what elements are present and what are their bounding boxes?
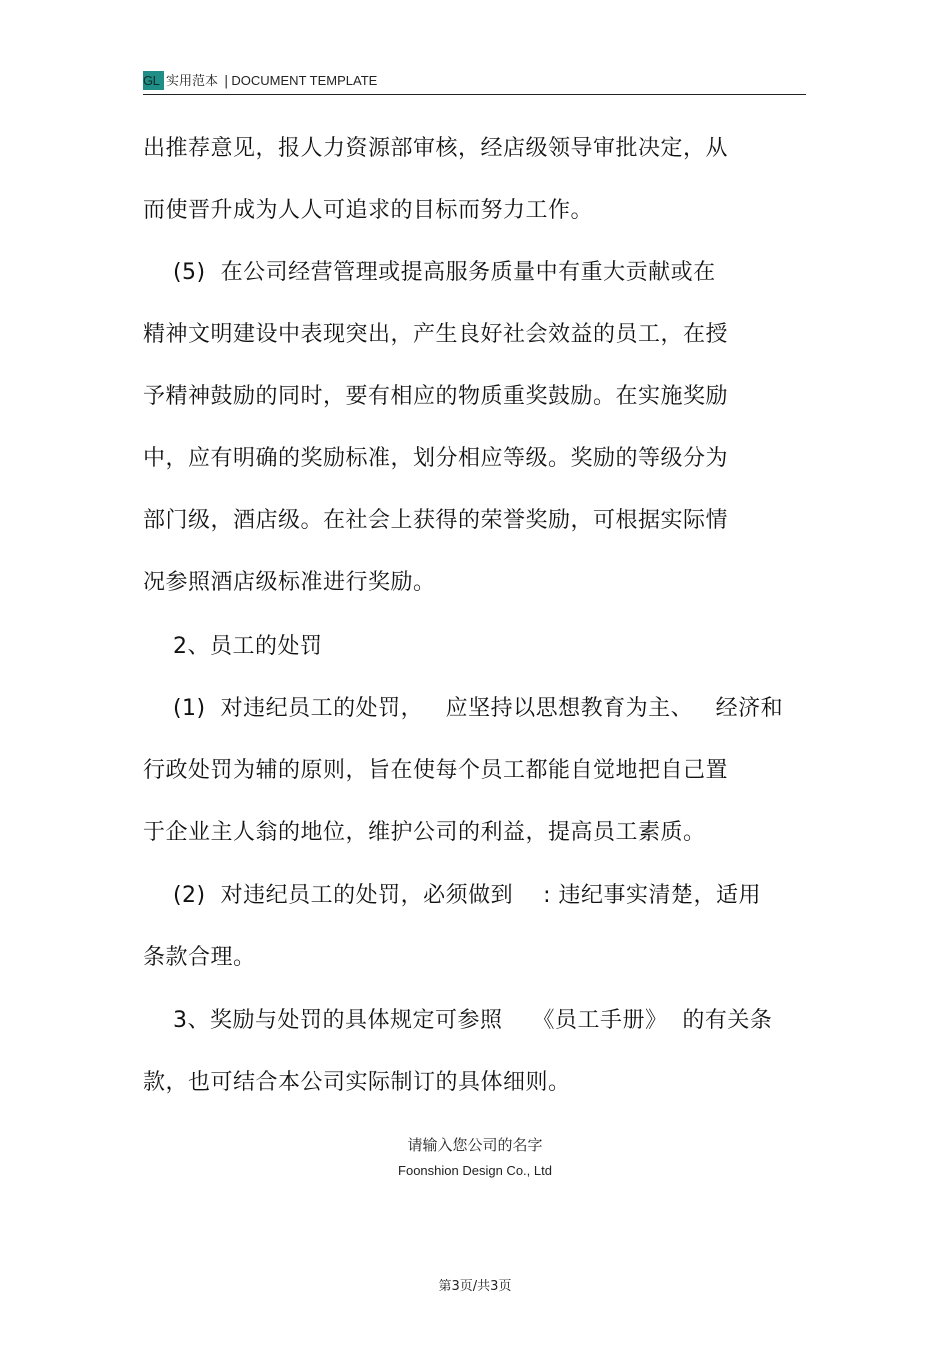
body-line: 款，也可结合本公司实际制订的具体细则。 xyxy=(143,1070,571,1095)
header-title-en: DOCUMENT TEMPLATE xyxy=(231,73,378,88)
body-line: (2) 对违纪员工的处罚，必须做到 : 违纪事实清楚，适用 xyxy=(143,883,762,908)
header-title xyxy=(166,71,377,91)
body-line: (1) 对违纪员工的处罚， 应坚持以思想教育为主、 经济和 xyxy=(143,696,784,721)
body-line: 出推荐意见，报人力资源部审核，经店级领导审批决定，从 xyxy=(143,136,729,161)
body-line: 条款合理。 xyxy=(143,945,256,970)
body-line: 于企业主人翁的地位，维护公司的利益，提高员工素质。 xyxy=(143,820,706,845)
logo: GL xyxy=(143,71,164,90)
section-heading: 2、员工的处罚 xyxy=(143,634,323,659)
company-name-en: Foonshion Design Co., Ltd xyxy=(398,1163,552,1178)
header-separator: | xyxy=(224,74,229,89)
body-line: 行政处罚为辅的原则，旨在使每个员工都能自觉地把自己置 xyxy=(143,758,729,783)
body-line: 予精神鼓励的同时，要有相应的物质重奖鼓励。在实施奖励 xyxy=(143,384,729,409)
body-line: 而使晋升成为人人可追求的目标而努力工作。 xyxy=(143,198,594,223)
document-header xyxy=(143,68,806,95)
body-line: 况参照酒店级标准进行奖励。 xyxy=(143,570,436,595)
body-line: 部门级，酒店级。在社会上获得的荣誉奖励，可根据实际情 xyxy=(143,508,729,533)
header-title-cn: 实用范本 xyxy=(166,74,219,89)
body-line: 中，应有明确的奖励标准，划分相应等级。奖励的等级分为 xyxy=(143,446,729,471)
body-line: 精神文明建设中表现突出，产生良好社会效益的员工，在授 xyxy=(143,322,729,347)
page-number: 第3页/共3页 xyxy=(438,1279,512,1294)
company-name: 请输入您公司的名字 xyxy=(407,1136,543,1154)
body-line: (5) 在公司经营管理或提高服务质量中有重大贡献或在 xyxy=(143,260,716,285)
body-line: 3、奖励与处罚的具体规定可参照 《员工手册》 的有关条 xyxy=(143,1008,773,1033)
